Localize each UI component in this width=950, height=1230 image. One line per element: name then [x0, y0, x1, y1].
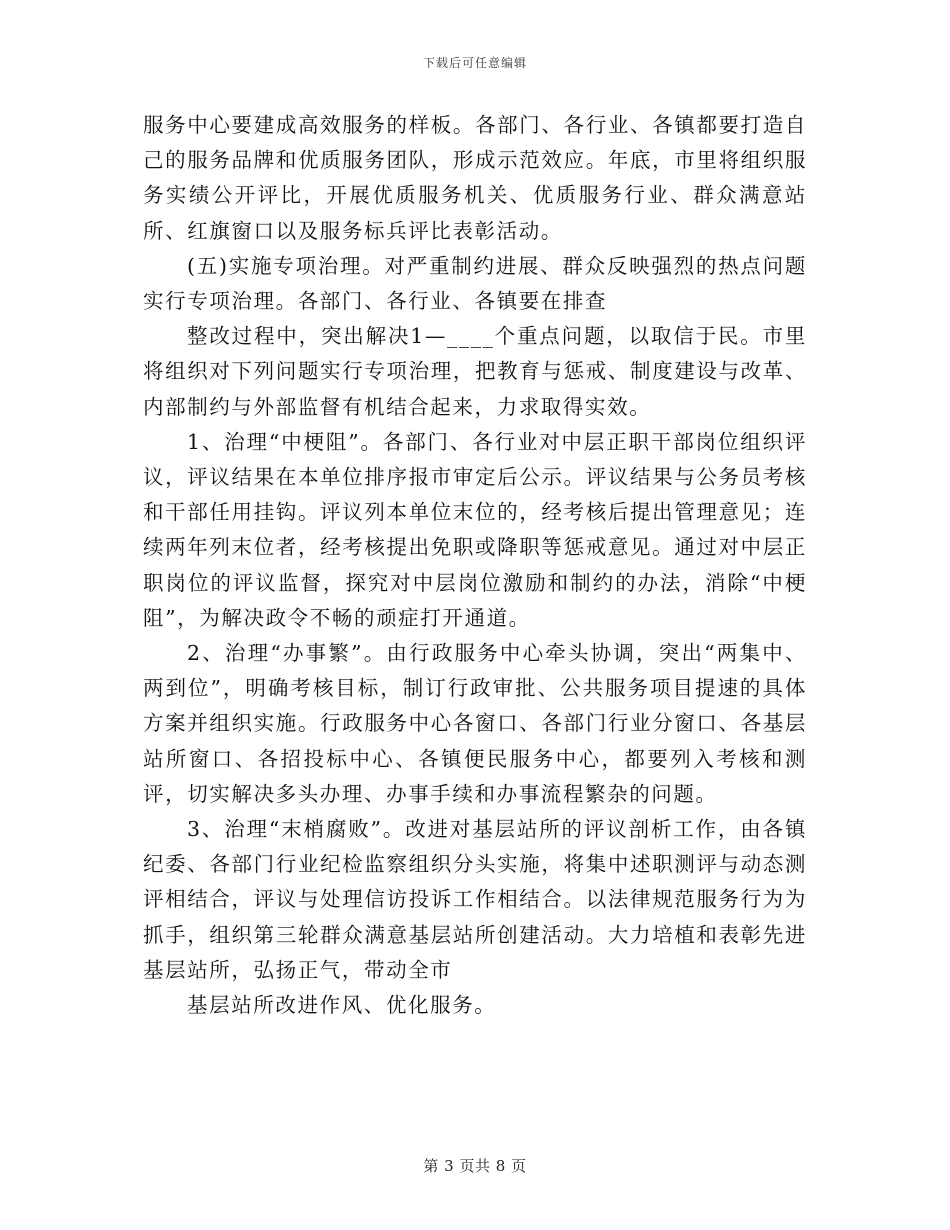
page-footer: 第 3 页共 8 页 [423, 1157, 527, 1175]
paragraph-6: 3、治理“末梢腐败”。改进对基层站所的评议剖析工作，由各镇纪委、各部门行业纪检监察组织分头实施，将集中述职测评与动态测评相结合，评议与处理信访投诉工作相结合。以法律规范服务行为为抓手，组织第三轮群众满意基层站所创建活动。大力培植和表彰先进基层站所，弘扬正气，带动全市 [143, 817, 807, 982]
paragraph-2: (五)实施专项治理。对严重制约进展、群众反映强烈的热点问题实行专项治理。各部门、各行业、各镇要在排查 [143, 253, 807, 314]
paragraph-4: 1、治理“中梗阻”。各部门、各行业对中层正职干部岗位组织评议，评议结果在本单位排序报市审定后公示。评议结果与公务员考核和干部任用挂钩。评议列本单位末位的，经考核后提出管理意见；连续两年列末位者，经考核提出免职或降职等惩戒意见。通过对中层正职岗位的评议监督，探究对中层岗位激励和制约的办法，消除“中梗阻”，为解决政令不畅的顽症打开通道。 [143, 429, 807, 630]
paragraph-3: 整改过程中，突出解决1—____个重点问题，以取信于民。市里将组织对下列问题实行专项治理，把教育与惩戒、制度建设与改革、内部制约与外部监督有机结合起来，力求取得实效。 [143, 324, 807, 419]
document-body [143, 108, 807, 1023]
paragraph-7: 基层站所改进作风、优化服务。 [187, 993, 497, 1018]
paragraph-5: 2、治理“办事繁”。由行政服务中心牵头协调，突出“两集中、两到位”，明确考核目标，制订行政审批、公共服务项目提速的具体方案并组织实施。行政服务中心各窗口、各部门行业分窗口、各基层站所窗口、各招投标中心、各镇便民服务中心，都要列入考核和测评，切实解决多头办理、办事手续和办事流程繁杂的问题。 [143, 641, 807, 806]
page-header: 下载后可任意编辑 [422, 56, 527, 70]
paragraph-1: 服务中心要建成高效服务的样板。各部门、各行业、各镇都要打造自己的服务品牌和优质服务团队，形成示范效应。年底，市里将组织服务实绩公开评比，开展优质服务机关、优质服务行业、群众满意站所、红旗窗口以及服务标兵评比表彰活动。 [143, 113, 807, 243]
